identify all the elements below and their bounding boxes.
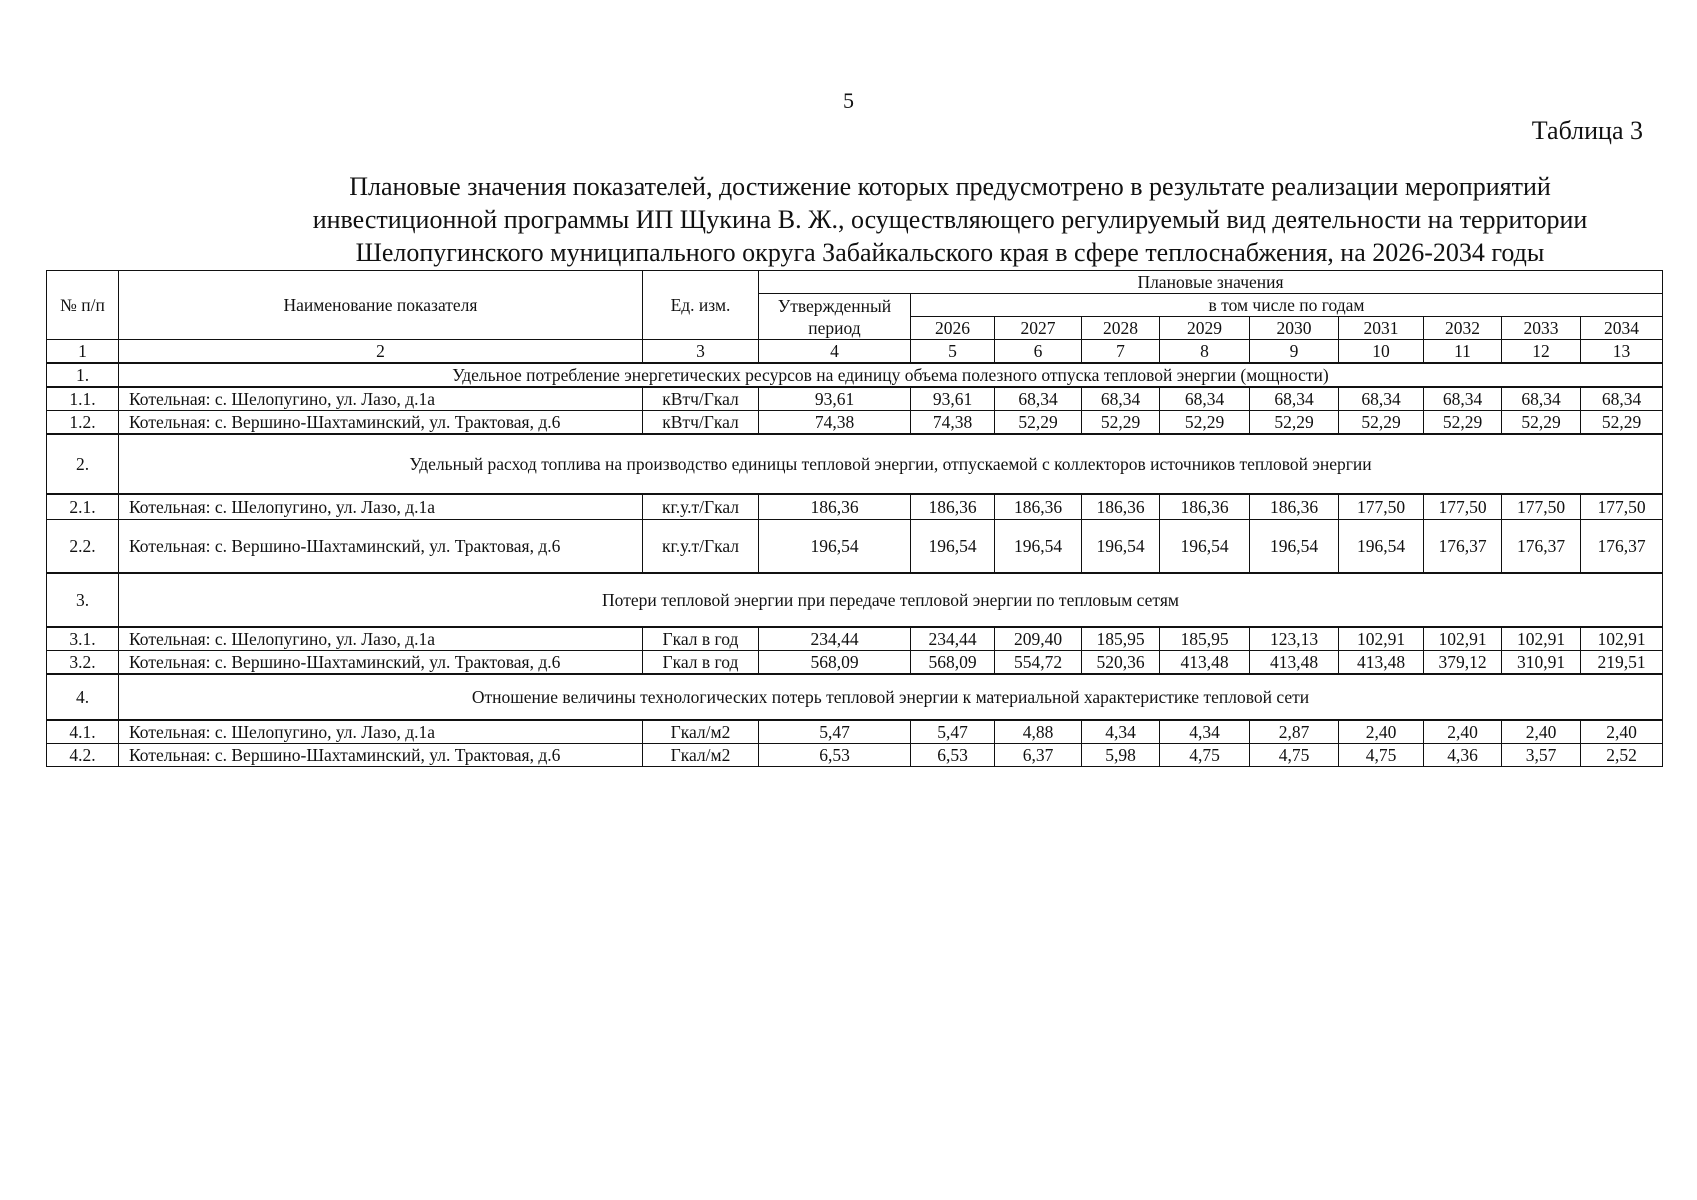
column-number: 11 [1424,340,1502,364]
title-line: Плановые значения показателей, достижение которых предусмотрено в результате реализации мероприятий [349,172,1551,201]
row-value: 93,61 [911,387,995,411]
row-approved: 186,36 [759,494,911,520]
row-value: 4,36 [1424,744,1502,767]
row-value: 310,91 [1502,651,1581,675]
row-value: 3,57 [1502,744,1581,767]
row-value: 4,88 [995,720,1082,744]
section-row [47,434,1663,494]
row-value: 5,98 [1082,744,1160,767]
row-name: Котельная: с. Вершино-Шахтаминский, ул. Трактовая, д.6 [119,411,643,435]
row-number: 4.2. [47,744,119,767]
row-value: 413,48 [1160,651,1250,675]
table-row [47,387,1663,411]
row-value: 186,36 [1160,494,1250,520]
row-value: 234,44 [911,627,995,651]
column-number: 8 [1160,340,1250,364]
row-value: 68,34 [1502,387,1581,411]
row-name: Котельная: с. Шелопугино, ул. Лазо, д.1а [119,627,643,651]
table-label: Таблица 3 [1531,116,1643,145]
row-value: 68,34 [1082,387,1160,411]
section-row [47,363,1663,387]
row-value: 568,09 [911,651,995,675]
column-number: 9 [1250,340,1339,364]
row-value: 4,34 [1160,720,1250,744]
table-row [47,520,1663,574]
header-num: № п/п [47,271,119,340]
row-number: 2.1. [47,494,119,520]
row-value: 186,36 [1250,494,1339,520]
row-value: 196,54 [995,520,1082,574]
row-value: 68,34 [1424,387,1502,411]
row-value: 554,72 [995,651,1082,675]
row-value: 102,91 [1339,627,1424,651]
page-number: 5 [843,88,854,113]
section-number: 4. [47,674,119,720]
row-value: 52,29 [1581,411,1663,435]
header-year: 2032 [1424,317,1502,340]
section-row [47,573,1663,627]
column-number: 13 [1581,340,1663,364]
table-row [47,627,1663,651]
section-title: Удельное потребление энергетических ресурсов на единицу объема полезного отпуска тепловой энергии (мощности) [119,363,1663,387]
row-value: 68,34 [1339,387,1424,411]
row-value: 68,34 [1250,387,1339,411]
row-value: 102,91 [1424,627,1502,651]
row-value: 68,34 [1581,387,1663,411]
row-unit: Гкал в год [643,627,759,651]
row-value: 176,37 [1581,520,1663,574]
column-number: 12 [1502,340,1581,364]
row-unit: Гкал/м2 [643,720,759,744]
row-value: 186,36 [995,494,1082,520]
row-value: 196,54 [1160,520,1250,574]
row-value: 4,34 [1082,720,1160,744]
row-value: 52,29 [1502,411,1581,435]
row-number: 3.1. [47,627,119,651]
row-value: 413,48 [1339,651,1424,675]
row-value: 6,37 [995,744,1082,767]
row-value: 176,37 [1502,520,1581,574]
row-name: Котельная: с. Шелопугино, ул. Лазо, д.1а [119,720,643,744]
row-unit: кВтч/Гкал [643,411,759,435]
row-value: 177,50 [1424,494,1502,520]
row-value: 2,40 [1424,720,1502,744]
header-name: Наименование показателя [119,271,643,340]
row-number: 1.1. [47,387,119,411]
row-value: 177,50 [1339,494,1424,520]
column-number: 6 [995,340,1082,364]
row-approved: 568,09 [759,651,911,675]
header-unit: Ед. изм. [643,271,759,340]
table-row [47,720,1663,744]
row-name: Котельная: с. Вершино-Шахтаминский, ул. Трактовая, д.6 [119,520,643,574]
row-value: 52,29 [1424,411,1502,435]
row-number: 4.1. [47,720,119,744]
row-unit: кг.у.т/Гкал [643,494,759,520]
header-planned: Плановые значения [759,271,1663,294]
column-number: 7 [1082,340,1160,364]
row-value: 4,75 [1339,744,1424,767]
header-year: 2026 [911,317,995,340]
column-number: 2 [119,340,643,364]
row-value: 196,54 [911,520,995,574]
row-value: 186,36 [1082,494,1160,520]
row-unit: Гкал в год [643,651,759,675]
header-year: 2027 [995,317,1082,340]
row-value: 52,29 [995,411,1082,435]
row-value: 176,37 [1424,520,1502,574]
row-value: 2,52 [1581,744,1663,767]
row-value: 219,51 [1581,651,1663,675]
table-row [47,744,1663,767]
row-value: 52,29 [1339,411,1424,435]
row-value: 52,29 [1160,411,1250,435]
row-value: 52,29 [1082,411,1160,435]
row-value: 68,34 [995,387,1082,411]
row-value: 6,53 [911,744,995,767]
row-value: 209,40 [995,627,1082,651]
row-number: 1.2. [47,411,119,435]
row-approved: 6,53 [759,744,911,767]
row-value: 177,50 [1581,494,1663,520]
title-line: инвестиционной программы ИП Щукина В. Ж., осуществляющего регулируемый вид деятельности на территории [312,205,1588,234]
row-name: Котельная: с. Вершино-Шахтаминский, ул. Трактовая, д.6 [119,744,643,767]
column-number: 3 [643,340,759,364]
column-number: 4 [759,340,911,364]
header-by-years: в том числе по годам [911,294,1663,317]
row-value: 196,54 [1339,520,1424,574]
row-approved: 196,54 [759,520,911,574]
row-value: 2,40 [1339,720,1424,744]
title-line: Шелопугинского муниципального округа Забайкальского края в сфере теплоснабжения, на 2026-2034 годы [355,238,1545,267]
header-year: 2031 [1339,317,1424,340]
section-number: 3. [47,573,119,627]
indicators-table [46,270,1663,767]
row-value: 52,29 [1250,411,1339,435]
row-value: 74,38 [911,411,995,435]
column-number: 10 [1339,340,1424,364]
row-value: 177,50 [1502,494,1581,520]
row-value: 5,47 [911,720,995,744]
row-value: 2,40 [1502,720,1581,744]
header-year: 2029 [1160,317,1250,340]
row-value: 185,95 [1082,627,1160,651]
header-year: 2033 [1502,317,1581,340]
row-name: Котельная: с. Шелопугино, ул. Лазо, д.1а [119,387,643,411]
row-value: 379,12 [1424,651,1502,675]
row-value: 123,13 [1250,627,1339,651]
row-value: 4,75 [1160,744,1250,767]
table-row [47,494,1663,520]
row-number: 2.2. [47,520,119,574]
row-value: 196,54 [1082,520,1160,574]
table-row [47,411,1663,435]
row-value: 102,91 [1502,627,1581,651]
table-title [200,170,1697,269]
row-unit: Гкал/м2 [643,744,759,767]
column-number: 1 [47,340,119,364]
section-row [47,674,1663,720]
header-year: 2028 [1082,317,1160,340]
row-approved: 5,47 [759,720,911,744]
row-value: 186,36 [911,494,995,520]
row-value: 4,75 [1250,744,1339,767]
header-year: 2030 [1250,317,1339,340]
row-value: 2,87 [1250,720,1339,744]
row-unit: кг.у.т/Гкал [643,520,759,574]
column-number: 5 [911,340,995,364]
row-value: 102,91 [1581,627,1663,651]
row-unit: кВтч/Гкал [643,387,759,411]
row-value: 2,40 [1581,720,1663,744]
row-value: 196,54 [1250,520,1339,574]
section-number: 2. [47,434,119,494]
row-value: 185,95 [1160,627,1250,651]
header-approved: Утвержденный период [759,294,911,340]
row-approved: 234,44 [759,627,911,651]
section-title: Удельный расход топлива на производство единицы тепловой энергии, отпускаемой с коллекторов источников тепловой энергии [119,434,1663,494]
section-number: 1. [47,363,119,387]
section-title: Потери тепловой энергии при передаче тепловой энергии по тепловым сетям [119,573,1663,627]
header-year: 2034 [1581,317,1663,340]
row-name: Котельная: с. Вершино-Шахтаминский, ул. Трактовая, д.6 [119,651,643,675]
row-number: 3.2. [47,651,119,675]
row-value: 520,36 [1082,651,1160,675]
row-approved: 93,61 [759,387,911,411]
table-row [47,651,1663,675]
row-value: 68,34 [1160,387,1250,411]
section-title: Отношение величины технологических потерь тепловой энергии к материальной характеристике тепловой сети [119,674,1663,720]
row-name: Котельная: с. Шелопугино, ул. Лазо, д.1а [119,494,643,520]
row-value: 413,48 [1250,651,1339,675]
row-approved: 74,38 [759,411,911,435]
